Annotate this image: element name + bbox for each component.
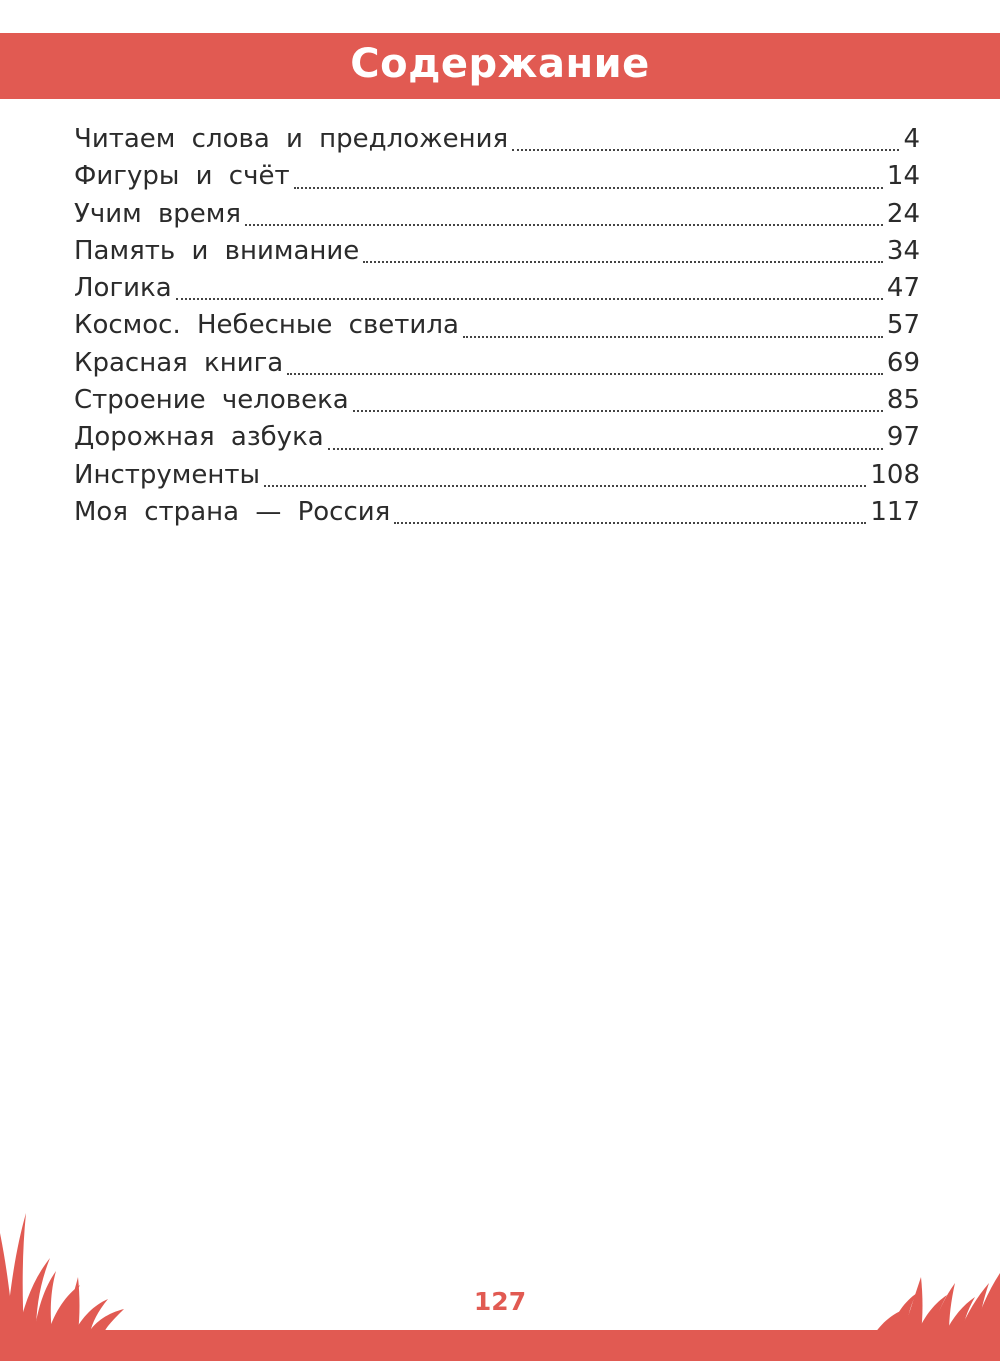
toc-entry-page: 85 [886,385,920,416]
toc-entry[interactable] [74,270,920,307]
dot-leader [512,149,899,151]
dot-leader [287,373,883,375]
dot-leader [363,261,883,263]
toc-entry-page: 34 [886,235,920,266]
toc-entry[interactable] [74,121,920,158]
toc-entry-title: Читаем слова и предложения [74,124,509,154]
toc-entry-page: 97 [886,422,920,453]
toc-entry-title: Память и внимание [74,235,360,266]
toc-entry[interactable] [74,345,920,382]
toc-entry[interactable] [74,196,920,233]
toc-entry[interactable] [74,158,920,195]
toc-entry-title: Дорожная азбука [74,422,324,453]
dot-leader [176,298,883,300]
toc-entry-page: 117 [870,496,920,527]
dot-leader [328,448,883,450]
toc-entry[interactable] [74,494,920,531]
toc-entry-page: 14 [886,161,920,192]
toc-entry-page: 4 [903,124,920,154]
dot-leader [394,522,866,524]
dot-leader [353,410,883,412]
page-title: Содержание [350,41,650,87]
dot-leader [463,336,883,338]
dot-leader [294,187,883,189]
toc-entry[interactable] [74,419,920,456]
toc-entry-page: 57 [886,310,920,341]
toc-entry[interactable] [74,457,920,494]
toc-entry-title: Фигуры и счёт [74,161,290,192]
toc-entry-page: 47 [886,273,920,304]
dot-leader [264,485,866,487]
toc-entry-page: 108 [870,459,920,490]
toc-entry-title: Красная книга [74,347,284,378]
toc-entry[interactable] [74,307,920,344]
toc-entry-page: 69 [886,347,920,378]
table-of-contents [74,121,920,531]
grass-decoration-left [0,1193,125,1333]
page-number: 127 [473,1287,527,1316]
toc-entry-title: Моя страна — Россия [74,496,391,527]
header-band [0,33,1000,99]
toc-entry[interactable] [74,382,920,419]
toc-entry-title: Инструменты [74,459,261,490]
toc-entry[interactable] [74,233,920,270]
footer-band [0,1330,1000,1361]
grass-decoration-right [875,1253,1000,1333]
toc-entry-page: 24 [886,198,920,229]
toc-entry-title: Космос. Небесные светила [74,310,459,341]
toc-entry-title: Логика [74,273,172,304]
toc-entry-title: Учим время [74,198,242,229]
toc-entry-title: Строение человека [74,385,349,416]
dot-leader [245,224,883,226]
